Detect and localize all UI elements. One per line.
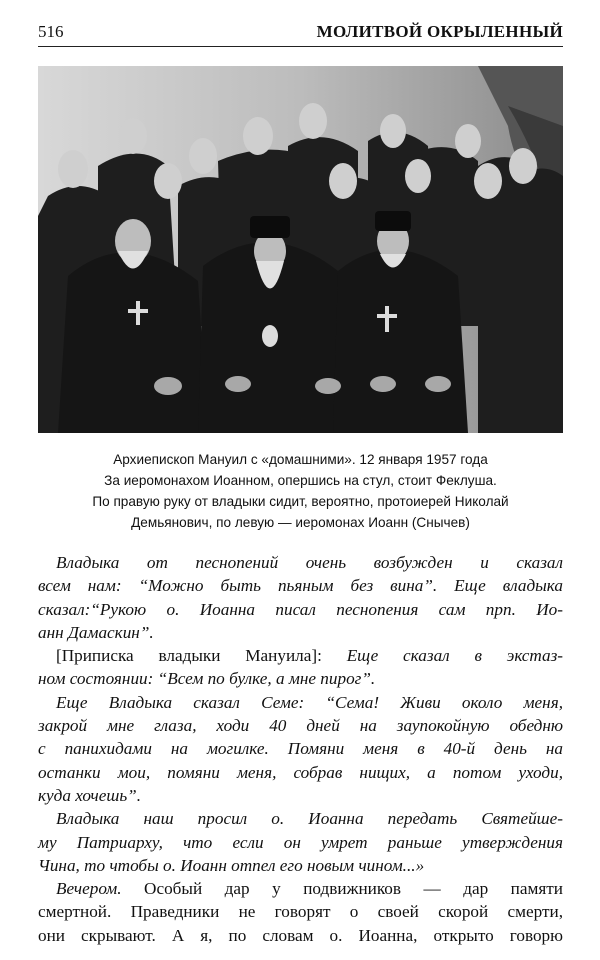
page-number: 516 — [38, 22, 64, 41]
photo-caption — [38, 449, 563, 533]
caption-line: Архиепископ Мануил с «домашними». 12 января 1957 года — [113, 452, 488, 467]
italic-text: Еще сказал в экстаз- — [346, 646, 564, 666]
regular-text: Особый дар у подвижников — дар памяти — [121, 879, 563, 899]
text-line — [38, 644, 563, 667]
text-line: они скрывают. А я, по словам о. Иоанна, открыто говорю — [38, 925, 563, 945]
body-text — [38, 551, 563, 947]
annotation-prefix: [Приписка владыки Мануила]: — [56, 646, 347, 666]
text-line: всем нам: “Можно быть пьяным без вина”. Еще владыка — [38, 576, 563, 596]
photo-illustration — [38, 66, 563, 433]
text-line: останки мои, помяни меня, собрав нищих, а потом уходи, — [38, 762, 563, 782]
running-head — [38, 20, 563, 47]
italic-text: Вечером. — [56, 879, 122, 899]
caption-line: Демьянович, по левую — иеромонах Иоанн (Снычев) — [131, 515, 470, 530]
running-title: МОЛИТВОЙ ОКРЫЛЕННЫЙ — [316, 22, 563, 41]
text-line: смертной. Праведники не говорят о своей скорой смерти, — [38, 902, 563, 922]
caption-line: По правую руку от владыки сидит, вероятно, протоиерей Николай — [92, 494, 509, 509]
text-line: му Патриарху, что если он умрет раньше утверждения — [38, 832, 563, 852]
text-line: Владыка наш просил о. Иоанна передать Святейше- — [56, 809, 563, 829]
text-line: сказал:“Рукою о. Иоанна писал песнопения сам прп. Ио- — [38, 599, 563, 619]
text-line: Чина, то чтобы о. Иоанн отпел его новым чином...» — [38, 855, 425, 875]
text-line: анн Дамаскин”. — [38, 622, 154, 642]
text-line: с панихидами на могилке. Помяни меня в 40-й день на — [38, 739, 563, 759]
text-line: закрой мне глаза, ходи 40 дней на заупокойную обедню — [38, 716, 563, 736]
text-line: Еще Владыка сказал Семе: “Сема! Живи около меня, — [56, 692, 563, 712]
caption-line: За иеромонахом Иоанном, опершись на стул, стоит Феклуша. — [104, 473, 497, 488]
group-portrait-photo — [38, 66, 563, 433]
text-line: ном состоянии: “Всем по булке, а мне пирог”. — [38, 669, 376, 689]
text-line: Владыка от песнопений очень возбужден и сказал — [56, 553, 563, 572]
text-line: куда хочешь”. — [38, 785, 142, 805]
text-line — [38, 877, 563, 900]
